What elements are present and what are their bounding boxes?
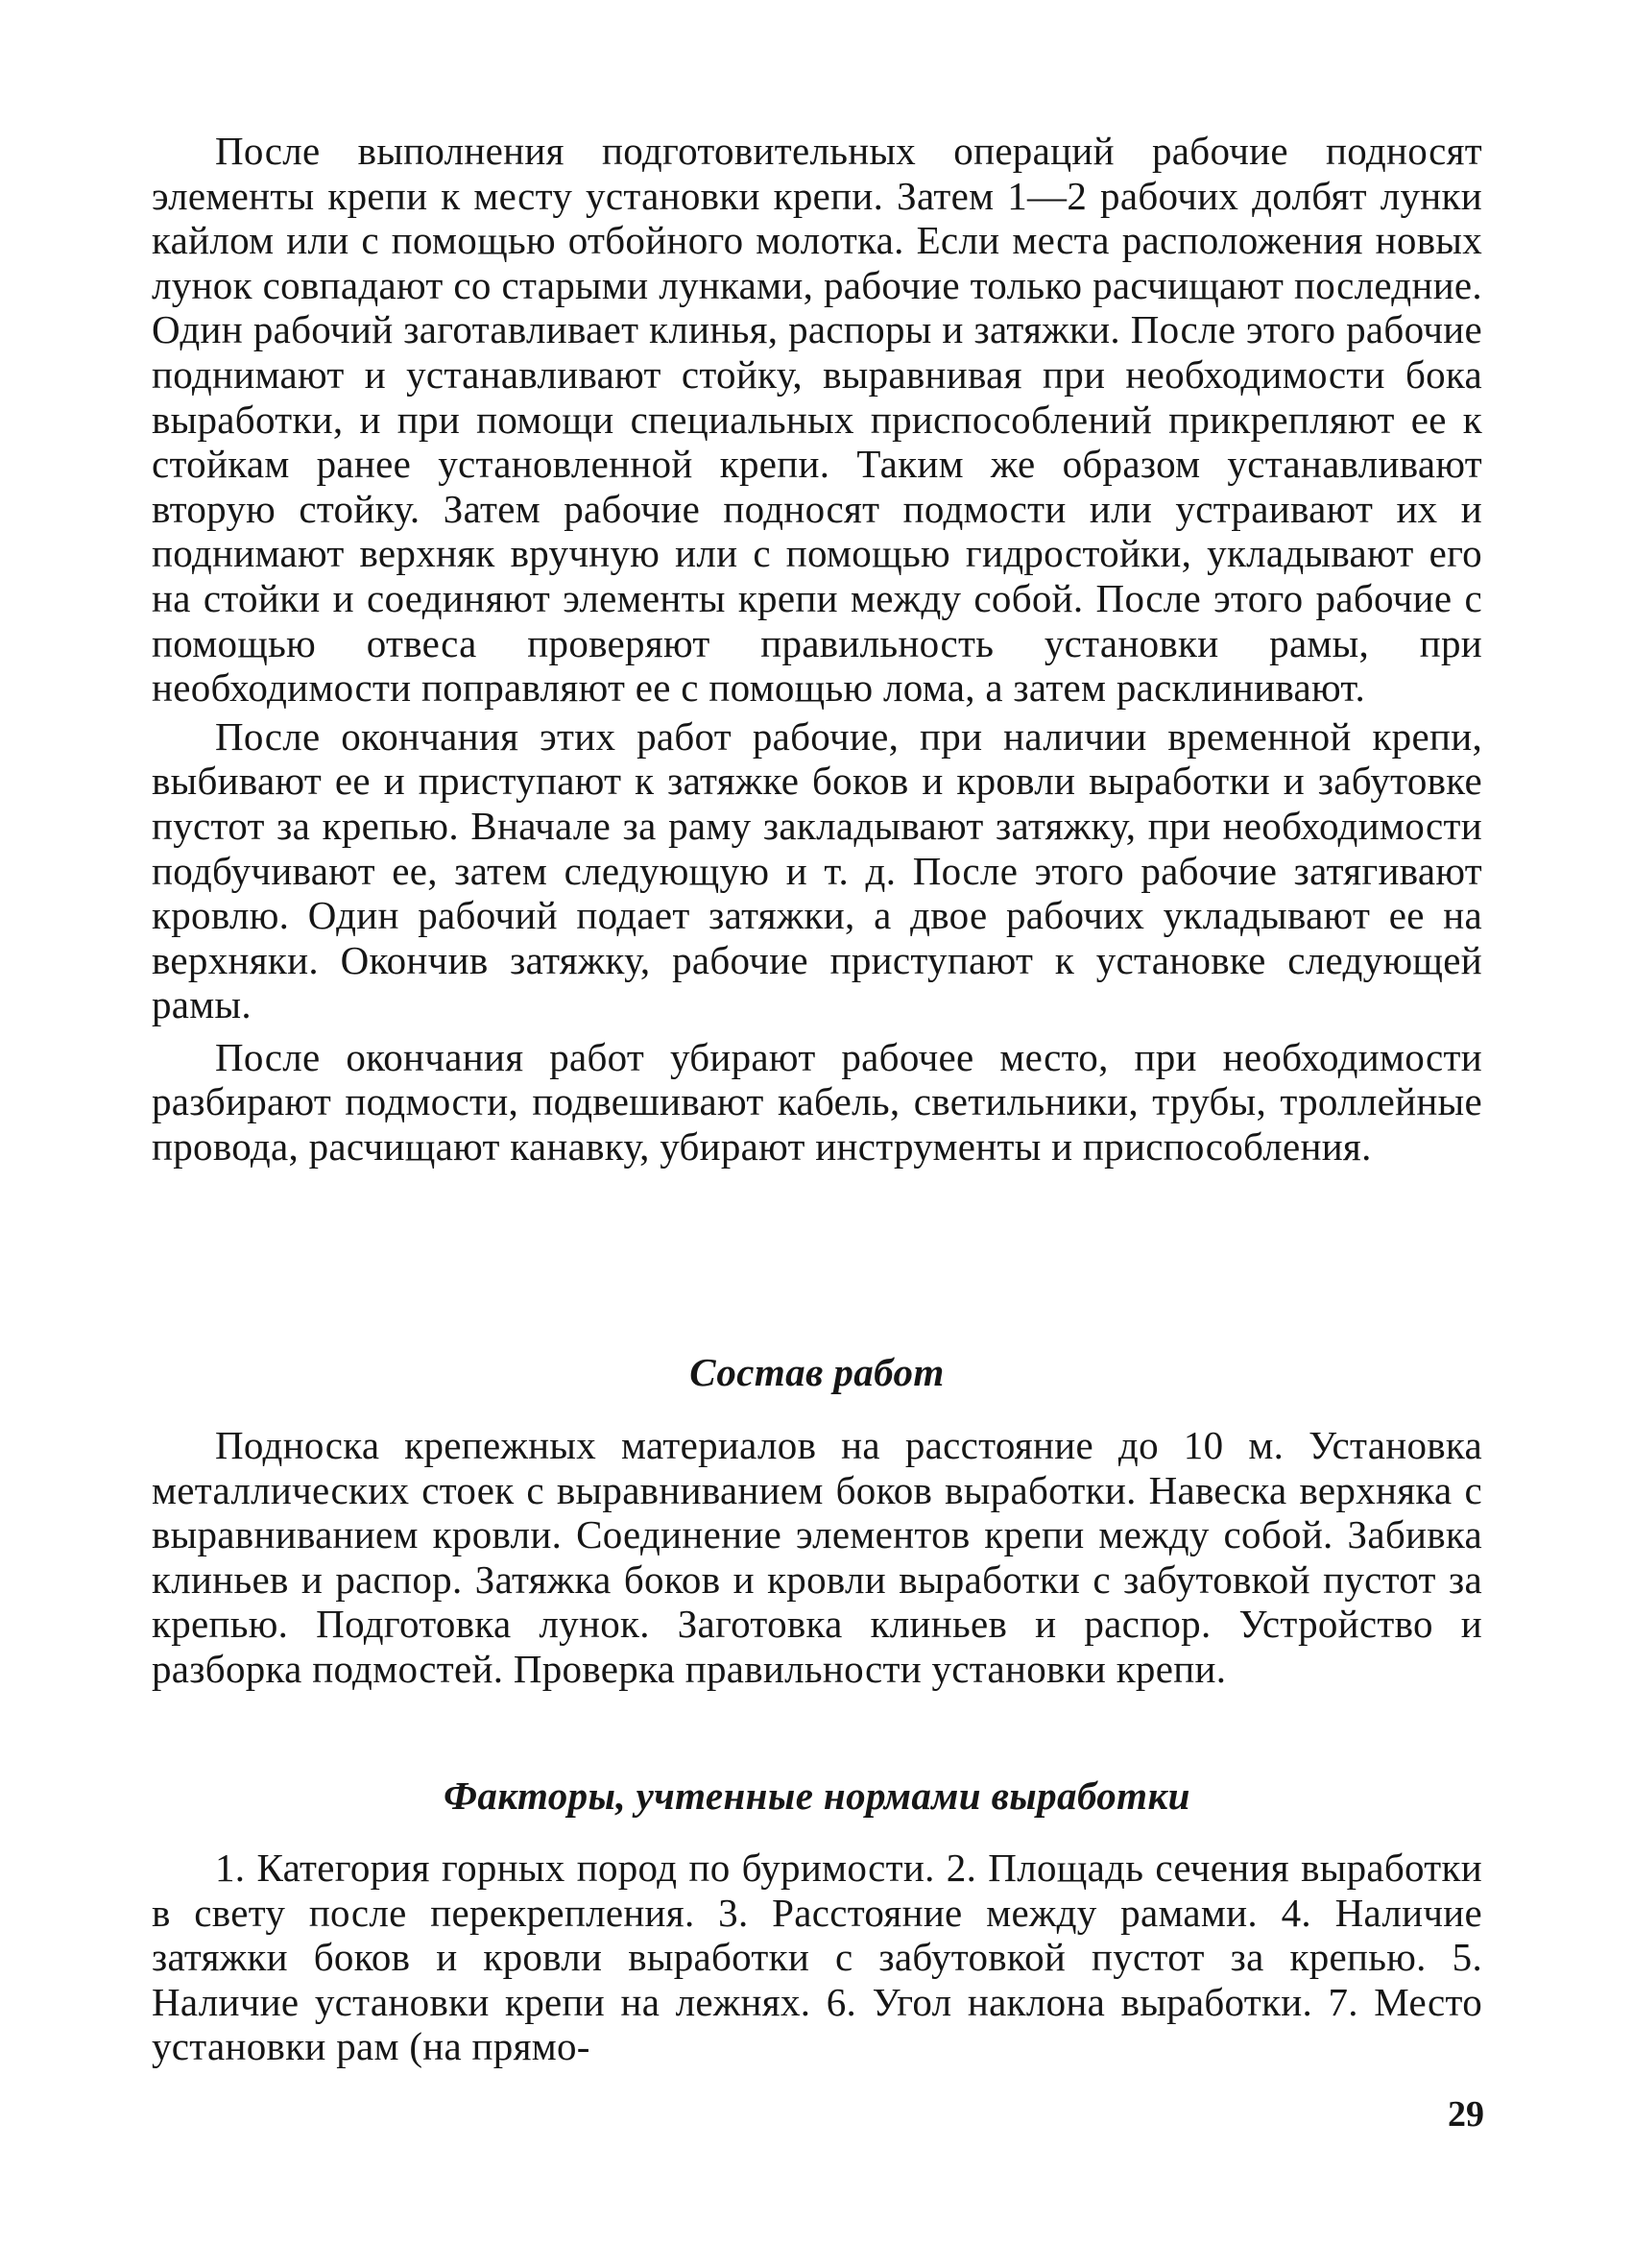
heading-production-factors: Факторы, учтенные нормами выработки bbox=[444, 1773, 1190, 1818]
paragraph-cleanup-procedure: После окончания работ убирают рабочее место, при необходимости разбирают подмости, подвешивают кабель, светильники, трубы, троллейные провода, расчищают канавку, убирают инструменты и приспособления. bbox=[152, 1034, 1482, 1170]
paragraph-work-composition: Подноска крепежных материалов на расстояние до 10 м. Установка металлических стоек с выравниванием боков выработки. Навеска верхняка с выравниванием кровли. Соединение элементов крепи между собой. Забивка клиньев и распор. Затяжка боков и кровли выработки с забутовкой пустот за крепью. Подготовка лунок. Заготовка клиньев и распор. Устройство и разборка подмостей. Проверка правильности установки крепи. bbox=[152, 1423, 1482, 1691]
work-composition-text bbox=[152, 1423, 1482, 1692]
paragraph-installation-procedure: После выполнения подготовительных операций рабочие подносят элементы крепи к месту установки крепи. Затем 1—2 рабочих долбят лунки кайлом или с помощью отбойного молотка. Если места расположения новых лунок совпадают со старыми лунками, рабочие только расчищают последние. Один рабочий заготавливает клинья, распоры и затяжки. После этого рабочие поднимают и устанавливают стойку, выравнивая при необходимости бока выработки, и при помощи специальных приспособлений прикрепляют ее к стойкам ранее установленной крепи. Таким же образом устанавливают вторую стойку. Затем рабочие подносят подмости или устраивают их и поднимают верхняк вручную или с помощью гидростойки, укладывают его на стойки и соединяют элементы крепи между собой. После этого рабочие с помощью отвеса проверяют правильность установки рамы, при необходимости поправляют ее с помощью лома, а затем расклинивают. bbox=[152, 129, 1482, 711]
heading-work-composition: Состав работ bbox=[689, 1350, 945, 1394]
paragraph-production-factors: 1. Категория горных пород по буримости. 2. Площадь сечения выработки в свету после перекрепления. 3. Расстояние между рамами. 4. Наличие затяжки боков и кровли выработки с забутовкой пустот за крепью. 5. Наличие установки крепи на лежнях. 6. Угол наклона выработки. 7. Место установки рам (на прямо- bbox=[152, 1846, 1482, 2069]
production-factors-text bbox=[152, 1846, 1482, 2069]
paragraph-lagging-procedure: После окончания этих работ рабочие, при наличии временной крепи, выбивают ее и приступают к затяжке боков и кровли выработки и забутовке пустот за крепью. Вначале за раму закладывают затяжку, при необходимости подбучивают ее, затем следующую и т. д. После этого рабочие затягивают кровлю. Один рабочий подает затяжки, а двое рабочих укладывают ее на верхняки. Окончив затяжку, рабочие приступают к установке следующей рамы. bbox=[152, 713, 1482, 1027]
intro-text bbox=[152, 129, 1482, 1170]
page-number: 29 bbox=[1448, 2094, 1484, 2135]
